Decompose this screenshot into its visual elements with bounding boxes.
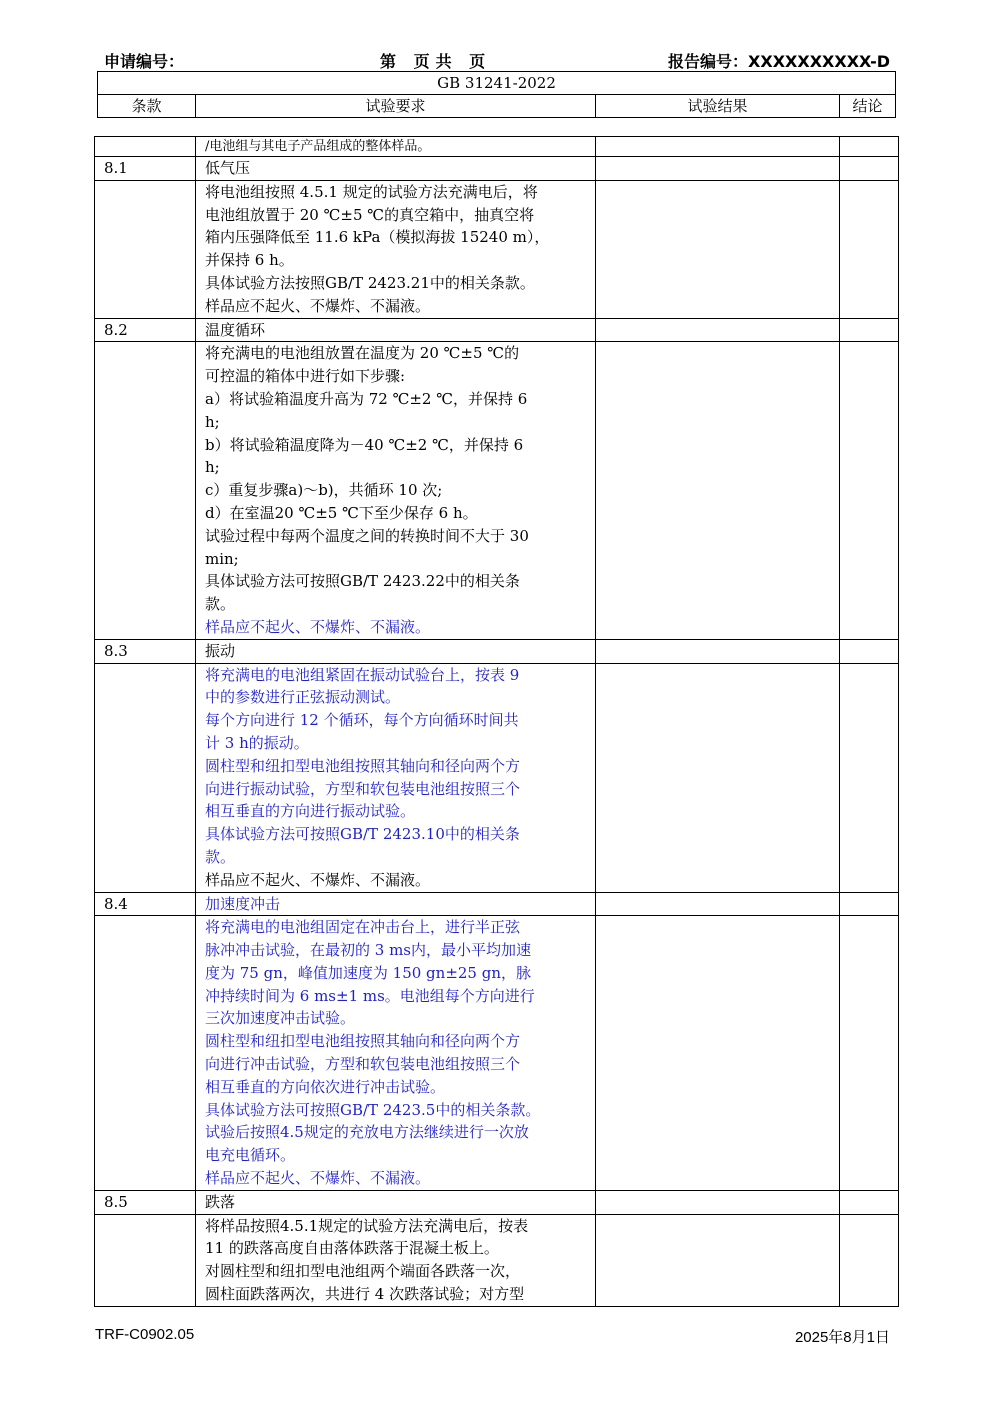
requirement-line: a）将试验箱温度升高为 72 ℃±2 ℃，并保持 6: [205, 389, 528, 408]
clause-cell: 8.3: [95, 639, 196, 663]
clause-cell: [95, 1214, 196, 1306]
requirement-line: 圆柱型和纽扣型电池组按照其轴向和径向两个方: [205, 756, 521, 775]
requirement-line: 温度循环: [205, 320, 266, 339]
conclusion-cell: [840, 318, 899, 342]
page-info: 第 页共 页: [380, 52, 492, 71]
requirement-row: [95, 137, 899, 157]
requirement-line: 冲持续时间为 6 ms±1 ms。电池组每个方向进行: [205, 986, 535, 1005]
result-cell: [596, 137, 840, 157]
application-number-label: 申请编号：: [104, 52, 185, 71]
requirement-cell: [196, 639, 596, 663]
requirement-line: 脉冲冲击试验，在最初的 3 ms内，最小平均加速: [205, 941, 532, 960]
requirement-line: 将电池组按照 4.5.1 规定的试验方法充满电后，将: [205, 182, 538, 201]
requirement-line: 电充电循环。: [205, 1146, 296, 1165]
conclusion-cell: [840, 137, 899, 157]
requirement-line: 将样品按照4.5.1规定的试验方法充满电后，按表: [205, 1216, 529, 1235]
clause-row: [95, 157, 899, 181]
requirement-line: 样品应不起火、不爆炸、不漏液。: [205, 296, 431, 315]
result-cell: [596, 639, 840, 663]
result-cell: [596, 342, 840, 639]
clause-cell: 8.2: [95, 318, 196, 342]
clause-row: [95, 892, 899, 916]
requirement-line: 对圆柱型和纽扣型电池组两个端面各跌落一次，: [205, 1262, 521, 1281]
clause-cell: [95, 916, 196, 1191]
clause-row: [95, 318, 899, 342]
requirement-cell: [196, 916, 596, 1191]
requirement-cell: [196, 663, 596, 892]
requirement-cell: [196, 137, 596, 157]
requirement-line: 具体试验方法可按照GB/T 2423.22中的相关条: [205, 572, 520, 591]
requirement-line: h;: [205, 458, 220, 477]
conclusion-cell: [840, 342, 899, 639]
requirement-line: 圆柱面跌落两次，共进行 4 次跌落试验；对方型: [205, 1285, 525, 1304]
requirement-row: [95, 663, 899, 892]
requirement-line: 11 的跌落高度自由落体跌落于混凝土板上。: [205, 1239, 499, 1258]
requirement-line: 相互垂直的方向依次进行冲击试验。: [205, 1077, 446, 1096]
requirement-line: 电池组放置于 20 ℃±5 ℃的真空箱中，抽真空将: [205, 205, 535, 224]
requirement-line: 试验后按照4.5规定的充放电方法继续进行一次放: [205, 1123, 529, 1142]
requirement-line: 每个方向进行 12 个循环，每个方向循环时间共: [205, 711, 519, 730]
clause-cell: [95, 180, 196, 318]
requirement-cell: [196, 1214, 596, 1306]
requirement-cell: [196, 180, 596, 318]
requirement-line: c）重复步骤a)～b)，共循环 10 次;: [205, 481, 443, 500]
requirement-cell: [196, 892, 596, 916]
requirement-line: 具体试验方法可按照GB/T 2423.10中的相关条: [205, 825, 520, 844]
requirement-line: 样品应不起火、不爆炸、不漏液。: [205, 870, 431, 889]
conclusion-cell: [840, 157, 899, 181]
column-header-conclusion: 结论: [840, 95, 896, 118]
requirement-line: 具体试验方法按照GB/T 2423.21中的相关条款。: [205, 273, 535, 292]
requirement-line: 低气压: [205, 159, 251, 177]
result-cell: [596, 180, 840, 318]
clause-cell: [95, 342, 196, 639]
requirement-line: 可控温的箱体中进行如下步骤:: [205, 367, 406, 386]
requirement-line: 三次加速度冲击试验。: [205, 1009, 356, 1028]
requirement-line: 具体试验方法可按照GB/T 2423.5中的相关条款。: [205, 1100, 541, 1119]
column-header-result: 试验结果: [596, 95, 840, 118]
clause-cell: 8.5: [95, 1190, 196, 1214]
result-cell: [596, 157, 840, 181]
requirement-line: 度为 75 gn，峰值加速度为 150 gn±25 gn，脉: [205, 963, 532, 982]
requirement-row: [95, 916, 899, 1191]
requirement-line: 计 3 h的振动。: [205, 733, 309, 752]
conclusion-cell: [840, 1214, 899, 1306]
requirement-line: 向进行振动试验，方型和软包装电池组按照三个: [205, 779, 521, 798]
clause-cell: 8.4: [95, 892, 196, 916]
conclusion-cell: [840, 663, 899, 892]
requirement-line: b）将试验箱温度降为－40 ℃±2 ℃，并保持 6: [205, 435, 524, 454]
requirement-line: 向进行冲击试验，方型和软包装电池组按照三个: [205, 1055, 521, 1074]
column-header-clause: 条款: [98, 95, 196, 118]
header-table: [97, 71, 896, 118]
requirement-line: 并保持 6 h。: [205, 251, 294, 270]
column-header-requirement: 试验要求: [196, 95, 596, 118]
requirement-line: 款。: [205, 595, 236, 614]
requirement-line: 跌落: [205, 1192, 236, 1211]
requirement-line: 将充满电的电池组放置在温度为 20 ℃±5 ℃的: [205, 344, 520, 363]
requirement-cell: [196, 157, 596, 181]
requirement-line: h;: [205, 412, 220, 431]
form-number: TRF-C0902.05: [95, 1326, 195, 1343]
standard-number: GB 31241-2022: [98, 72, 896, 95]
requirement-line: 将充满电的电池组固定在冲击台上，进行半正弦: [205, 918, 521, 937]
clause-cell: [95, 137, 196, 157]
result-cell: [596, 1190, 840, 1214]
requirement-line: 振动: [205, 641, 236, 660]
requirement-line: /电池组与其电子产品组成的整体样品。: [205, 139, 431, 154]
result-cell: [596, 1214, 840, 1306]
result-cell: [596, 318, 840, 342]
conclusion-cell: [840, 639, 899, 663]
result-cell: [596, 916, 840, 1191]
conclusion-cell: [840, 892, 899, 916]
requirement-cell: [196, 342, 596, 639]
requirement-line: 试验过程中每两个温度之间的转换时间不大于 30: [205, 526, 529, 545]
report-number: 报告编号：XXXXXXXXXX-D: [668, 52, 890, 71]
requirement-line: 箱内压强降低至 11.6 kPa（模拟海拔 15240 m），: [205, 228, 550, 247]
result-cell: [596, 663, 840, 892]
conclusion-cell: [840, 1190, 899, 1214]
requirement-row: [95, 180, 899, 318]
requirement-line: 款。: [205, 847, 236, 866]
requirement-cell: [196, 318, 596, 342]
test-requirements-table: [94, 136, 899, 1307]
result-cell: [596, 892, 840, 916]
conclusion-cell: [840, 916, 899, 1191]
clause-row: [95, 639, 899, 663]
requirement-line: 相互垂直的方向进行振动试验。: [205, 802, 416, 821]
issue-date: 2025年8月1日: [794, 1329, 890, 1346]
requirement-line: d）在室温20 ℃±5 ℃下至少保存 6 h。: [205, 503, 478, 522]
requirement-row: [95, 1214, 899, 1306]
requirement-line: 将充满电的电池组紧固在振动试验台上，按表 9: [205, 665, 520, 684]
requirement-line: min;: [205, 549, 239, 568]
requirement-cell: [196, 1190, 596, 1214]
requirement-line: 中的参数进行正弦振动测试。: [205, 688, 401, 707]
clause-cell: 8.1: [95, 157, 196, 181]
requirement-line: 圆柱型和纽扣型电池组按照其轴向和径向两个方: [205, 1032, 521, 1051]
clause-cell: [95, 663, 196, 892]
requirement-line: 样品应不起火、不爆炸、不漏液。: [205, 1169, 431, 1188]
requirement-line: 样品应不起火、不爆炸、不漏液。: [205, 617, 431, 636]
conclusion-cell: [840, 180, 899, 318]
clause-row: [95, 1190, 899, 1214]
requirement-line: 加速度冲击: [205, 894, 281, 913]
requirement-row: [95, 342, 899, 639]
